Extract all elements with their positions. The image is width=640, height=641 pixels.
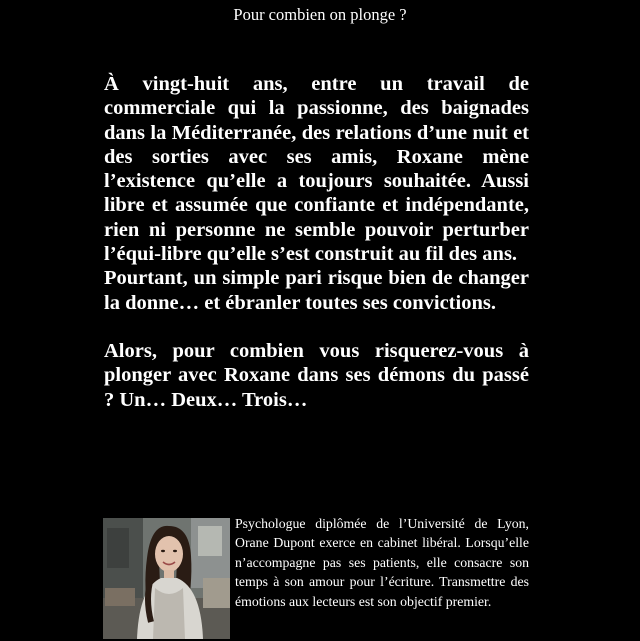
blurb-text-2: Alors, pour combien vous risquerez-vous à plonger avec Roxane dans ses démons du passé ? Un… Deux… Trois…	[104, 340, 529, 411]
author-photo	[103, 518, 230, 639]
author-bio-text: Psychologue diplômée de l’Université de Lyon, Orane Dupont exerce en cabinet libéral. Lorsqu’elle n’accompagne pas ses patients, elle consacre son temps à son amour pour l’écriture. Transmettre des émotions aux lecteurs est son objectif premier.	[235, 516, 529, 609]
blurb-text-1b: Pourtant, un simple pari risque bien de changer la donne… et ébranler toutes ses convictions.	[104, 267, 529, 314]
blurb-paragraph-2	[104, 339, 529, 412]
blurb-text-1: À vingt-huit ans, entre un travail de commerciale qui la passionne, des baignades dans la Méditerranée, des relations d’une nuit et des sorties avec ses amis, Roxane mène l’existence qu’elle a toujours souhaitée. Aussi libre et assumée que confiante et indépendante, rien ni personne ne semble pouvoir perturber l’équi-libre qu’elle s’est construit au fil des ans.	[104, 73, 529, 266]
author-bio	[235, 514, 529, 611]
book-title: Pour combien on plonge ?	[233, 5, 407, 24]
blurb-paragraph-1	[104, 72, 529, 315]
